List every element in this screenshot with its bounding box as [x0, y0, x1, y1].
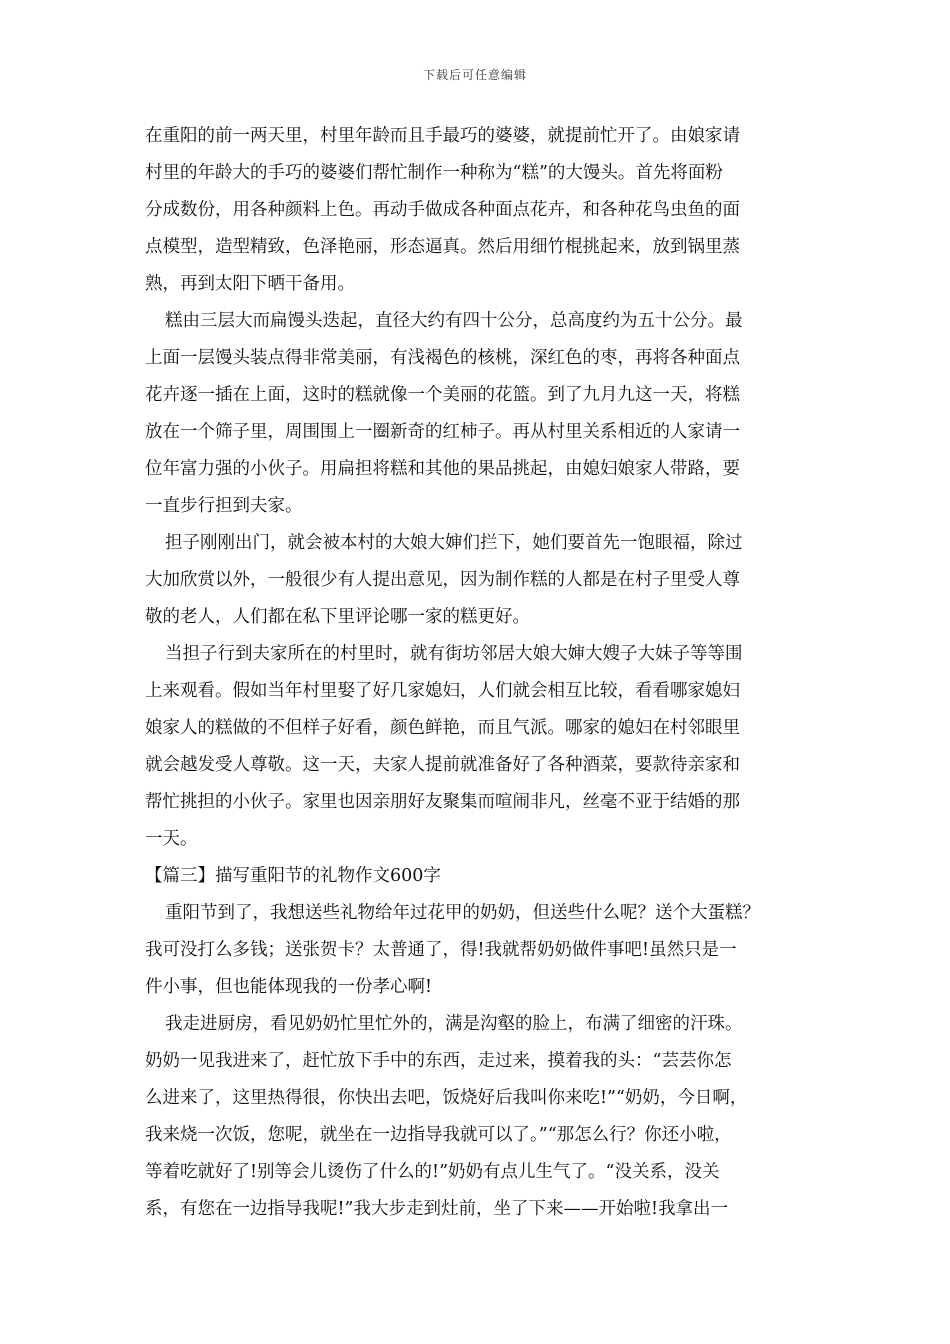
text-line: 点模型，造型精致，色泽艳丽，形态逼真。然后用细竹棍挑起来，放到锅里蒸 — [145, 237, 740, 257]
text-line: 糕由三层大而扁馒头迭起，直径大约有四十公分，总高度约为五十公分。最 — [165, 311, 743, 331]
text-line: 熟，再到太阳下晒干备用。 — [145, 274, 355, 294]
document-body — [145, 118, 810, 1228]
text-line: 分成数份，用各种颜料上色。再动手做成各种面点花卉，和各种花鸟虫鱼的面 — [145, 200, 740, 220]
text-line: 么进来了，这里热得很，你快出去吧，饭烧好后我叫你来吃!”“奶奶，今日啊， — [145, 1088, 748, 1108]
paragraph — [145, 118, 810, 303]
text-line: 我走进厨房，看见奶奶忙里忙外的，满是沟壑的脸上，布满了细密的汗珠。 — [165, 1014, 743, 1034]
section-heading — [145, 858, 810, 895]
text-line: 就会越发受人尊敬。这一天，夫家人提前就准备好了各种酒菜，要款待亲家和 — [145, 755, 740, 775]
paragraph — [145, 895, 810, 1006]
text-line: 娘家人的糕做的不但样子好看，颜色鲜艳，而且气派。哪家的媳妇在村邻眼里 — [145, 718, 740, 738]
text-line: 等着吃就好了!别等会儿烫伤了什么的!”奶奶有点儿生气了。“没关系，没关 — [145, 1162, 720, 1182]
text-line: 村里的年龄大的手巧的婆婆们帮忙制作一种称为“糕”的大馒头。首先将面粉 — [145, 163, 723, 183]
text-line: 件小事，但也能体现我的一份孝心啊! — [145, 977, 433, 997]
text-line: 花卉逐一插在上面，这时的糕就像一个美丽的花篮。到了九月九这一天，将糕 — [145, 385, 740, 405]
text-line: 位年富力强的小伙子。用扁担将糕和其他的果品挑起，由媳妇娘家人带路，要 — [145, 459, 740, 479]
text-line: 一天。 — [145, 829, 198, 849]
text-line: 帮忙挑担的小伙子。家里也因亲朋好友聚集而喧闹非凡，丝毫不亚于结婚的那 — [145, 792, 740, 812]
text-line: 敬的老人，人们都在私下里评论哪一家的糕更好。 — [145, 607, 530, 627]
text-line: 【篇三】描写重阳节的礼物作文600字 — [145, 866, 441, 886]
text-line: 上面一层馒头装点得非常美丽，有浅褐色的核桃，深红色的枣，再将各种面点 — [145, 348, 740, 368]
text-line: 系，有您在一边指导我呢!”我大步走到灶前，坐了下来——开始啦!我拿出一 — [145, 1199, 729, 1219]
text-line: 重阳节到了，我想送些礼物给年过花甲的奶奶，但送些什么呢？送个大蛋糕？ — [165, 903, 760, 923]
text-line: 担子刚刚出门，就会被本村的大娘大婶们拦下，她们要首先一饱眼福，除过 — [165, 533, 743, 553]
text-line: 在重阳的前一两天里，村里年龄而且手最巧的婆婆，就提前忙开了。由娘家请 — [145, 126, 740, 146]
paragraph — [145, 1006, 810, 1228]
page-header: 下载后可任意编辑 — [422, 68, 527, 82]
text-line: 我可没打么多钱；送张贺卡？太普通了，得!我就帮奶奶做件事吧!虽然只是一 — [145, 940, 737, 960]
paragraph — [145, 525, 810, 636]
text-line: 放在一个筛子里，周围围上一圈新奇的红柿子。再从村里关系相近的人家请一 — [145, 422, 740, 442]
text-line: 大加欣赏以外，一般很少有人提出意见，因为制作糕的人都是在村子里受人尊 — [145, 570, 740, 590]
text-line: 我来烧一次饭，您呢，就坐在一边指导我就可以了。”“那怎么行？你还小啦， — [145, 1125, 732, 1145]
text-line: 一直步行担到夫家。 — [145, 496, 303, 516]
text-line: 奶奶一见我进来了，赶忙放下手中的东西，走过来，摸着我的头：“芸芸你怎 — [145, 1051, 732, 1071]
paragraph — [145, 303, 810, 525]
text-line: 当担子行到夫家所在的村里时，就有街坊邻居大娘大婶大嫂子大妹子等等围 — [165, 644, 743, 664]
text-line: 上来观看。假如当年村里娶了好几家媳妇，人们就会相互比较，看看哪家媳妇 — [145, 681, 740, 701]
paragraph — [145, 636, 810, 858]
